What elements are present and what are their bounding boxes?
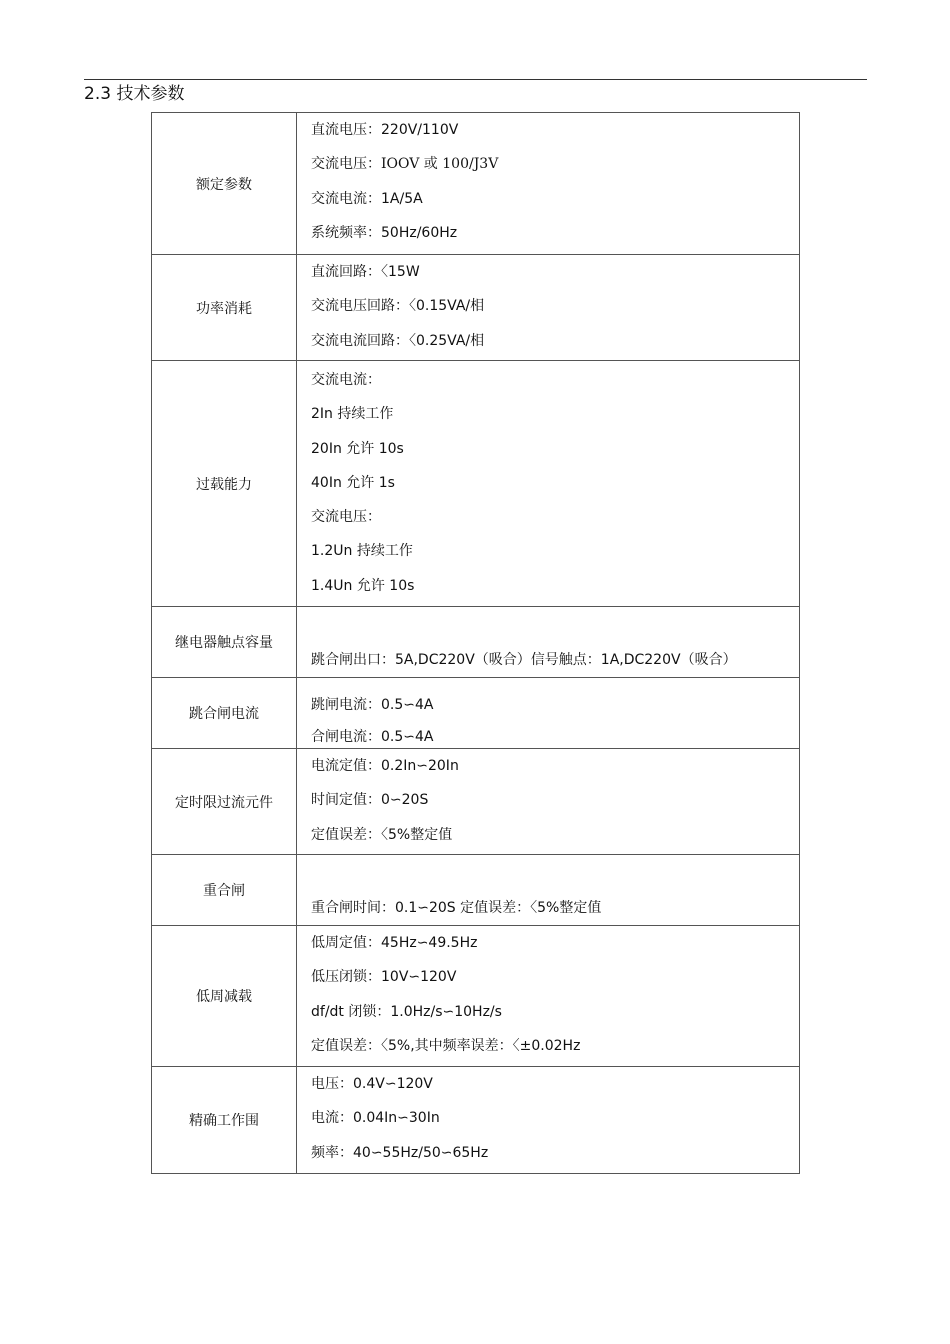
row-label: 定时限过流元件: [152, 749, 297, 855]
value-line: 时间定值：0∽20S: [311, 792, 429, 809]
value-line: 合闸电流：0.5∽4A: [311, 729, 434, 745]
value-line: 低周定值：45Hz∽49.5Hz: [311, 935, 478, 951]
row-label: 精确工作围: [152, 1067, 297, 1174]
row-value: [297, 855, 800, 926]
value-line: 交流电压回路：〈0.15VA/相: [311, 298, 485, 315]
value-line: 1.4Un 允许 10s: [311, 577, 415, 594]
row-value: [297, 113, 800, 255]
row-value: [297, 678, 800, 749]
value-line: 交流电流：1A/5A: [311, 190, 423, 207]
value-line: 跳闸电流：0.5∽4A: [311, 696, 434, 713]
value-line: 系统频率：50Hz/60Hz: [311, 224, 458, 241]
value-line: 20In 允许 10s: [311, 440, 404, 457]
row-value: [297, 255, 800, 361]
value-line: 40In 允许 1s: [311, 474, 395, 491]
table-row: [152, 1067, 800, 1174]
section-heading: 2.3 技术参数: [84, 84, 185, 104]
table-row: [152, 607, 800, 678]
row-label: 过载能力: [152, 361, 297, 607]
value-line: 直流回路：〈15W: [311, 264, 420, 280]
row-label: 低周减载: [152, 926, 297, 1067]
value-line: 交流电压：IOOV 或 100/J3V: [311, 156, 499, 173]
value-line: 频率：40∽55Hz/50∽65Hz: [311, 1144, 489, 1161]
value-line: 电压：0.4V∽120V: [311, 1076, 433, 1092]
value-line: 交流电压：: [311, 509, 381, 526]
value-line: 电流定值：0.2In∽20In: [311, 758, 459, 774]
technical-parameters-table: [151, 112, 800, 1174]
value-line: 定值误差：〈5%整定值: [311, 826, 453, 843]
value-line: 低压闭锁：10V∽120V: [311, 969, 457, 986]
value-line: df/dt 闭锁：1.0Hz/s∽10Hz/s: [311, 1003, 502, 1020]
table-row: [152, 361, 800, 607]
value-line: 1.2Un 持续工作: [311, 543, 413, 560]
value-line: 跳合闸出口：5A,DC220V（吸合）信号触点：1A,DC220V（吸合）: [311, 651, 737, 668]
value-line: 重合闸时间：0.1∽20S 定值误差：〈5%整定值: [311, 899, 602, 916]
table-row: [152, 855, 800, 926]
row-label: 重合闸: [152, 855, 297, 926]
table-row: [152, 113, 800, 255]
value-line: 定值误差：〈5%,其中频率误差：〈±0.02Hz: [311, 1037, 581, 1054]
value-line: 电流：0.04In∽30In: [311, 1110, 440, 1127]
row-label: 额定参数: [152, 113, 297, 255]
value-line: 直流电压：220V/110V: [311, 122, 459, 138]
table-row: [152, 255, 800, 361]
value-line: 交流电流：: [311, 372, 381, 388]
table-row: [152, 749, 800, 855]
row-value: [297, 607, 800, 678]
row-value: [297, 1067, 800, 1174]
header-rule: [84, 79, 867, 80]
row-value: [297, 361, 800, 607]
row-value: [297, 749, 800, 855]
value-line: 2In 持续工作: [311, 406, 394, 423]
row-value: [297, 926, 800, 1067]
row-label: 继电器触点容量: [152, 607, 297, 678]
row-label: 功率消耗: [152, 255, 297, 361]
value-line: 交流电流回路：〈0.25VA/相: [311, 332, 485, 349]
table-row: [152, 678, 800, 749]
table-row: [152, 926, 800, 1067]
row-label: 跳合闸电流: [152, 678, 297, 749]
